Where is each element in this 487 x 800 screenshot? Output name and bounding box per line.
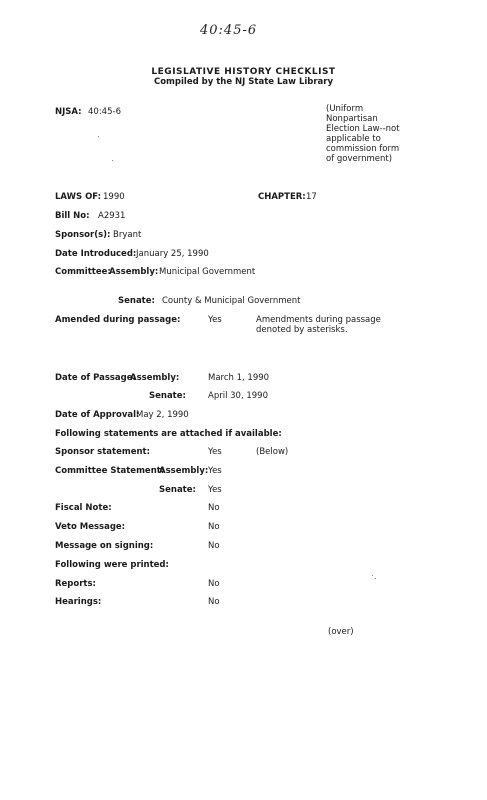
- page-subtitle: Compiled by the NJ State Law Library: [153, 77, 334, 87]
- njsa-note-line: commission form: [326, 144, 400, 154]
- date-introduced-value: January 25, 1990: [136, 249, 209, 259]
- njsa-label: NJSA:: [55, 107, 82, 117]
- njsa-note-line: Nonpartisan: [326, 114, 378, 124]
- bill-no-label: Bill No:: [55, 211, 90, 221]
- scan-speck: [372, 575, 373, 576]
- committee-statement-label: Committee Statement:: [55, 466, 165, 476]
- njsa-value: 40:45-6: [88, 107, 121, 117]
- laws-of-label: LAWS OF:: [55, 192, 102, 202]
- fiscal-note-label: Fiscal Note:: [55, 503, 112, 513]
- bill-no-value: A2931: [98, 211, 126, 221]
- sponsors-label: Sponsor(s):: [55, 230, 111, 240]
- over-note: (over): [328, 627, 354, 637]
- amended-note: [256, 315, 396, 335]
- veto-message-value: No: [208, 522, 220, 532]
- njsa-note-line: (Uniform: [326, 104, 364, 114]
- njsa-note-line: of government): [326, 154, 393, 164]
- fiscal-note-value: No: [208, 503, 220, 513]
- date-introduced-label: Date Introduced:: [55, 249, 137, 259]
- passage-senate-label: Senate:: [149, 391, 186, 401]
- passage-assembly-label: Assembly:: [130, 373, 180, 383]
- passage-senate-value: April 30, 1990: [208, 391, 268, 401]
- sponsor-statement-label: Sponsor statement:: [55, 447, 150, 457]
- printed-heading: Following were printed:: [55, 560, 169, 570]
- sponsor-statement-note: (Below): [256, 447, 289, 457]
- committee-assembly-label: Assembly:: [109, 267, 159, 277]
- committee-statement-senate-label: Senate:: [159, 485, 196, 495]
- hearings-value: No: [208, 597, 220, 607]
- reports-label: Reports:: [55, 579, 96, 589]
- reports-value: No: [208, 579, 220, 589]
- veto-message-label: Veto Message:: [55, 522, 126, 532]
- amended-note-line: denoted by asterisks.: [256, 325, 348, 335]
- committee-senate-label: Senate:: [118, 296, 155, 306]
- statements-heading: Following statements are attached if available:: [55, 429, 282, 439]
- committee-senate-value: County & Municipal Government: [162, 296, 301, 306]
- committee-statement-assembly-value: Yes: [208, 466, 222, 476]
- message-on-signing-value: No: [208, 541, 220, 551]
- chapter-value: 17: [306, 192, 317, 202]
- date-of-approval-label: Date of Approval:: [55, 410, 140, 420]
- njsa-note: [326, 104, 446, 164]
- message-on-signing-label: Message on signing:: [55, 541, 154, 551]
- committee-statement-senate-value: Yes: [208, 485, 222, 495]
- passage-assembly-value: March 1, 1990: [208, 373, 270, 383]
- hearings-label: Hearings:: [55, 597, 102, 607]
- njsa-note-line: applicable to: [326, 134, 381, 144]
- scan-speck: [98, 136, 99, 137]
- chapter-label: CHAPTER:: [258, 192, 306, 202]
- sponsor-statement-value: Yes: [208, 447, 222, 457]
- committee-label: Committee:: [55, 267, 111, 277]
- laws-of-value: 1990: [103, 192, 125, 202]
- handwritten-statute-number: 40:45-6: [200, 23, 258, 38]
- date-of-approval-value: May 2, 1990: [136, 410, 189, 420]
- amended-note-line: Amendments during passage: [256, 315, 381, 325]
- sponsors-value: Bryant: [113, 230, 142, 240]
- scan-speck: [112, 160, 113, 161]
- amended-label: Amended during passage:: [55, 315, 181, 325]
- amended-value: Yes: [208, 315, 222, 325]
- committee-assembly-value: Municipal Government: [159, 267, 256, 277]
- page-title: LEGISLATIVE HISTORY CHECKLIST: [151, 67, 336, 77]
- scan-speck: [375, 578, 376, 579]
- date-of-passage-label: Date of Passage:: [55, 373, 136, 383]
- njsa-note-line: Election Law--not: [326, 124, 400, 134]
- committee-statement-assembly-label: Assembly:: [159, 466, 209, 476]
